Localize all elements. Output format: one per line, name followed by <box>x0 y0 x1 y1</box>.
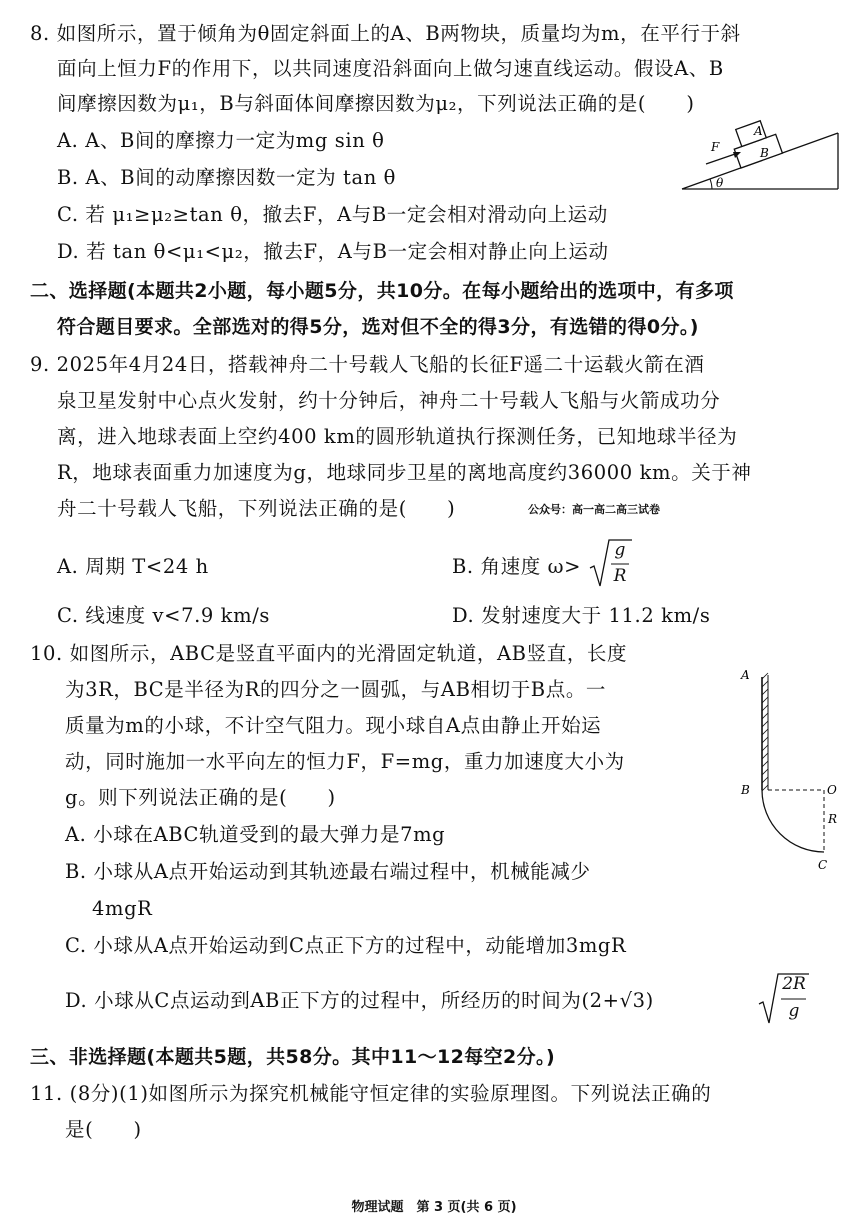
label-theta: θ <box>716 176 724 190</box>
q9-option-a: A. 周期 T<24 h <box>57 555 209 578</box>
q10-frac-num: 2R <box>782 974 806 994</box>
q9-frac-den: R <box>613 566 627 586</box>
q10-option-c: C. 小球从A点开始运动到C点正下方的过程中，动能增加3mgR <box>65 934 627 957</box>
q8-incline-figure <box>678 115 848 195</box>
q8-option-a: A. A、B间的摩擦力一定为mg sin θ <box>57 129 385 152</box>
q8-option-d: D. 若 tan θ<μ₁<μ₂，撤去F，A与B一定会相对静止向上运动 <box>57 240 609 263</box>
q10-line5: g。则下列说法正确的是( ) <box>65 786 336 809</box>
q9-frac-num: g <box>614 540 626 560</box>
q8-line3: 间摩擦因数为μ₁，B与斜面体间摩擦因数为μ₂，下列说法正确的是( ) <box>57 92 695 115</box>
q8-option-c: C. 若 μ₁≥μ₂≥tan θ，撤去F，A与B一定会相对滑动向上运动 <box>57 203 608 226</box>
q10-line1: 10. 如图所示，ABC是竖直平面内的光滑固定轨道，AB竖直，长度 <box>30 642 628 665</box>
label-c: C <box>818 858 828 872</box>
section2-heading-line1: 二、选择题(本题共2小题，每小题5分，共10分。在每小题给出的选项中，有多项 <box>30 280 734 302</box>
section3-heading: 三、非选择题(本题共5题，共58分。其中11～12每空2分。) <box>30 1046 556 1068</box>
q10-option-b-line2: 4mgR <box>92 897 153 920</box>
watermark: 公众号：高一高二高三试卷 <box>528 503 660 516</box>
q10-line2: 为3R，BC是半径为R的四分之一圆弧，与AB相切于B点。一 <box>65 678 607 701</box>
q10-option-a: A. 小球在ABC轨道受到的最大弹力是7mg <box>65 823 446 846</box>
q9-line1: 9. 2025年4月24日，搭载神舟二十号载人飞船的长征F遥二十运载火箭在酒 <box>30 353 705 376</box>
q9-line4: R，地球表面重力加速度为g，地球同步卫星的离地高度约36000 km。关于神 <box>57 461 752 484</box>
q9-option-c: C. 线速度 v<7.9 km/s <box>57 604 270 627</box>
q10-option-d-prefix: D. 小球从C点运动到AB正下方的过程中，所经历的时间为(2+√3) <box>65 989 654 1012</box>
label-a: A <box>741 668 750 682</box>
q10-line4: 动，同时施加一水平向左的恒力F，F=mg，重力加速度大小为 <box>65 750 625 773</box>
page-footer: 物理试题 第 3 页(共 6 页) <box>351 1200 517 1215</box>
section2-heading-line2: 符合题目要求。全部选对的得5分，选对但不全的得3分，有选错的得0分。) <box>57 316 699 338</box>
q9-line2: 泉卫星发射中心点火发射，约十分钟后，神舟二十号载人飞船与火箭成功分 <box>57 389 721 412</box>
label-r: R <box>828 812 838 826</box>
label-o: O <box>827 783 837 797</box>
q9-option-b-prefix: B. 角速度 ω> <box>452 555 582 578</box>
q8-line1: 8. 如图所示，置于倾角为θ固定斜面上的A、B两物块，质量均为m，在平行于斜 <box>30 22 741 45</box>
label-b: B <box>760 146 769 160</box>
q10-frac-den: g <box>788 1001 800 1021</box>
q8-line2: 面向上恒力F的作用下，以共同速度沿斜面向上做匀速直线运动。假设A、B <box>57 57 724 80</box>
q9-option-d: D. 发射速度大于 11.2 km/s <box>452 604 711 627</box>
q11-line2: 是( ) <box>65 1118 142 1141</box>
label-b: B <box>741 783 750 797</box>
q9-line3: 离，进入地球表面上空约400 km的圆形轨道执行探测任务，已知地球半径为 <box>57 425 738 448</box>
q10-track-figure <box>738 665 838 875</box>
label-f: F <box>711 140 720 154</box>
q10-line3: 质量为m的小球，不计空气阻力。现小球自A点由静止开始运 <box>65 714 602 737</box>
q8-option-b: B. A、B间的动摩擦因数一定为 tan θ <box>57 166 396 189</box>
q11-line1: 11. (8分)(1)如图所示为探究机械能守恒定律的实验原理图。下列说法正确的 <box>30 1082 712 1105</box>
q9-line5: 舟二十号载人飞船，下列说法正确的是( ) <box>57 497 456 520</box>
q10-option-b-line1: B. 小球从A点开始运动到其轨迹最右端过程中，机械能减少 <box>65 860 591 883</box>
label-a: A <box>754 124 763 138</box>
